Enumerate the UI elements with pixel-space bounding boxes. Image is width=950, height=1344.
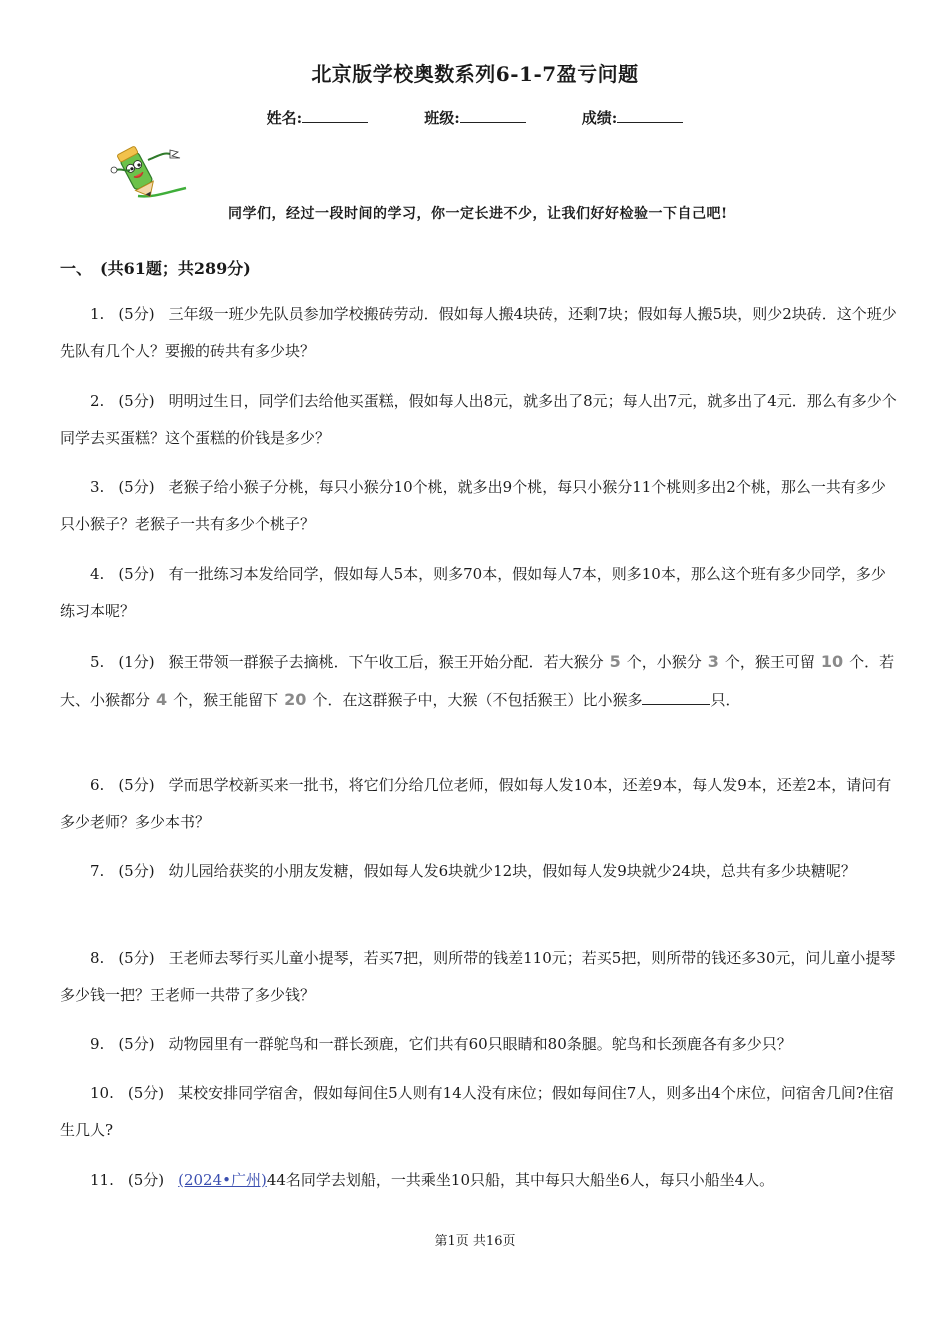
score-field	[582, 107, 684, 128]
question-number: 8.	[90, 949, 105, 967]
question-text: 幼儿园给获奖的小朋友发糖，假如每人发6块就少12块，假如每人发9块就少24块，总共有多少块糖呢？	[168, 862, 856, 880]
question-11	[60, 1162, 900, 1199]
question-5	[60, 643, 900, 719]
section-label: 一、	[60, 259, 93, 278]
score-label: 成绩:	[581, 109, 618, 127]
class-label: 班级:	[424, 109, 460, 127]
question-text: 老猴子给小猴子分桃，每只小猴分10个桃，就多出9个桃，每只小猴分11个桃则多出2个桃，那么一共有多少只小猴子？老猴子一共有多少个桃子？	[60, 478, 886, 533]
question-text: 王老师去琴行买儿童小提琴，若买7把，则所带的钱差110元；若买5把，则所带的钱还多30元，问儿童小提琴多少钱一把？王老师一共带了多少钱？	[60, 949, 896, 1004]
question-number: 5.	[90, 653, 105, 671]
name-label: 姓名:	[266, 109, 303, 127]
question-score: (5分)	[118, 776, 155, 794]
class-blank	[460, 108, 526, 123]
question-number: 7.	[90, 862, 105, 880]
number-image: 3	[707, 652, 719, 671]
question-text: 有一批练习本发给同学，假如每人5本，则多70本，假如每人7本，则多10本，那么这个班有多少同学，多少练习本呢？	[60, 565, 886, 620]
question-text-part: 个，小猴分	[626, 653, 702, 671]
question-source-link[interactable]: (2024•广州)	[178, 1171, 267, 1189]
question-2	[60, 383, 900, 457]
section-heading	[60, 256, 251, 279]
question-text-part: 个，猴王能留下	[173, 691, 279, 709]
number-image: 4	[156, 690, 168, 709]
question-text-part: 个．在这群猴子中，大猴（不包括猴王）比小猴多	[312, 691, 643, 709]
number-image: 10	[820, 652, 844, 671]
question-number: 4.	[90, 565, 105, 583]
question-score: (5分)	[127, 1084, 165, 1102]
pencil-mascot-icon	[108, 140, 190, 202]
name-field	[267, 107, 369, 128]
page-title: 北京版学校奥数系列6-1-7盈亏问题	[311, 62, 639, 86]
question-score: (5分)	[118, 862, 155, 880]
number-image: 20	[284, 690, 307, 709]
question-8	[60, 940, 900, 1014]
question-score: (5分)	[118, 392, 155, 410]
question-score: (5分)	[118, 305, 155, 323]
name-blank	[302, 108, 368, 123]
question-text-part: 个，猴王可留	[724, 653, 815, 671]
question-9	[60, 1026, 900, 1063]
question-number: 1.	[90, 305, 105, 323]
question-6	[60, 767, 900, 841]
question-1	[60, 296, 900, 370]
student-info-row	[0, 107, 950, 128]
question-number: 6.	[90, 776, 105, 794]
question-number: 2.	[90, 392, 105, 410]
question-text: 动物园里有一群鸵鸟和一群长颈鹿，它们共有60只眼睛和80条腿。鸵鸟和长颈鹿各有多少只？	[168, 1035, 792, 1053]
question-score: (5分)	[127, 1171, 165, 1189]
question-text-part: 只．	[710, 691, 741, 709]
question-text: 44名同学去划船，一共乘坐10只船，其中每只大船坐6人，每只小船坐4人。	[266, 1171, 775, 1189]
question-score: (5分)	[118, 565, 155, 583]
greeting-text: 同学们，经过一段时间的学习，你一定长进不少，让我们好好检验一下自己吧!	[228, 206, 728, 222]
question-text: 某校安排同学宿舍，假如每间住5人则有14人没有床位；假如每间住7人，则多出4个床位，问宿舍几间?住宿生几人?	[60, 1084, 894, 1139]
section-summary: (共61题；共289分)	[100, 259, 251, 278]
score-blank	[617, 108, 683, 123]
question-number: 3.	[90, 478, 105, 496]
question-text: 明明过生日，同学们去给他买蛋糕，假如每人出8元，就多出了8元；每人出7元，就多出了4元．那么有多少个同学去买蛋糕？这个蛋糕的价钱是多少？	[60, 392, 897, 447]
question-3	[60, 469, 900, 543]
number-image: 5	[609, 652, 621, 671]
question-number: 11.	[90, 1171, 114, 1189]
question-number: 9.	[90, 1035, 105, 1053]
question-text: 学而思学校新买来一批书，将它们分给几位老师，假如每人发10本，还差9本，每人发9本，还差2本，请问有多少老师？多少本书？	[60, 776, 892, 831]
question-10	[60, 1075, 900, 1149]
question-text-part: 猴王带领一群猴子去摘桃．下午收工后，猴王开始分配．若大猴分	[168, 653, 604, 671]
question-score: (5分)	[118, 949, 155, 967]
question-text: 三年级一班少先队员参加学校搬砖劳动．假如每人搬4块砖，还剩7块；假如每人搬5块，则少2块砖．这个班少先队有几个人？要搬的砖共有多少块？	[60, 305, 897, 360]
question-4	[60, 556, 900, 630]
question-text-part: 个．若大、小猴都分	[60, 653, 895, 709]
page-footer: 第1页 共16页	[434, 1234, 516, 1249]
question-score: (1分)	[118, 653, 155, 671]
question-score: (5分)	[118, 478, 155, 496]
question-number: 10.	[90, 1084, 114, 1102]
class-field	[424, 107, 526, 128]
question-7	[60, 853, 900, 890]
question-score: (5分)	[118, 1035, 155, 1053]
answer-blank[interactable]	[642, 689, 710, 705]
